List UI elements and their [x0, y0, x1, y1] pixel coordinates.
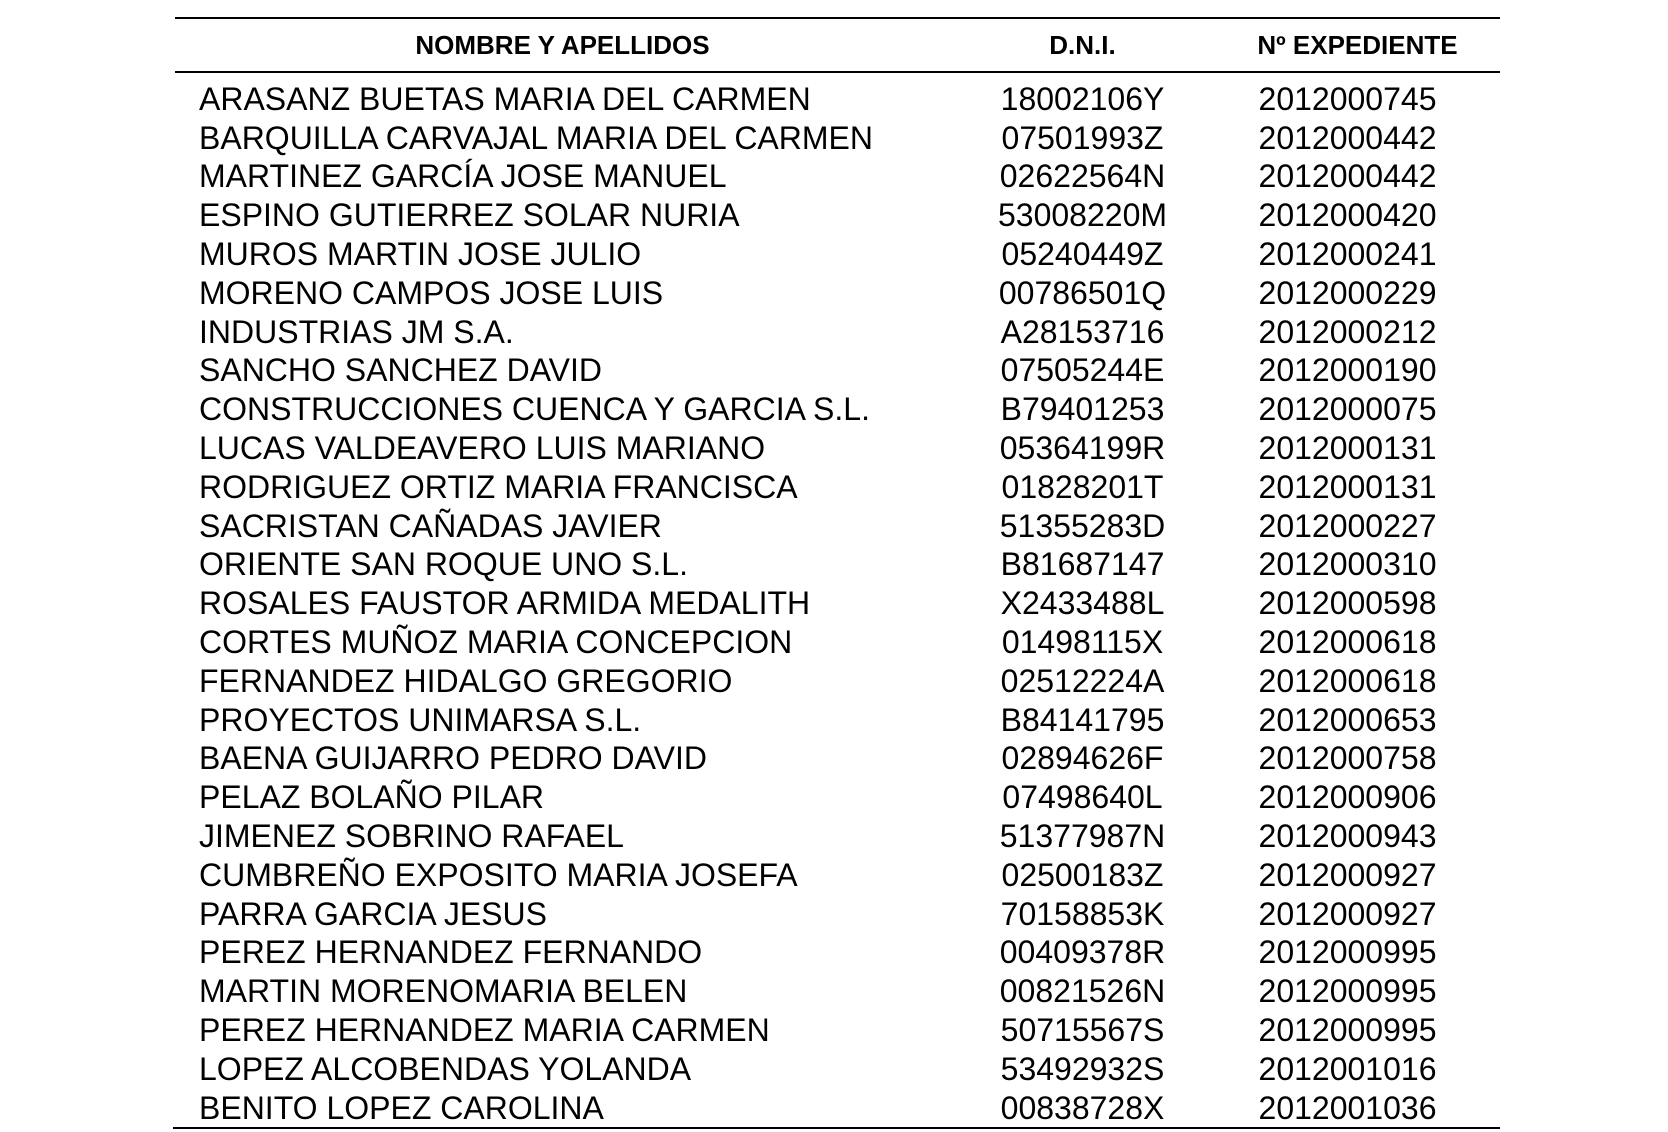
table-row — [175, 1050, 1500, 1089]
cell-expediente: 2012000131 — [1258, 430, 1437, 467]
cell-dni: A28153716 — [1000, 313, 1165, 350]
cell-dni: 02894626F — [1001, 740, 1164, 777]
cell-name: ARASANZ BUETAS MARIA DEL CARMEN — [199, 80, 811, 117]
table-row — [175, 80, 1500, 119]
cell-dni: B84141795 — [1000, 701, 1165, 738]
table-row — [175, 1089, 1500, 1128]
cell-name: MUROS MARTIN JOSE JULIO — [199, 236, 642, 273]
cell-dni: 07501993Z — [1001, 119, 1164, 156]
cell-dni: 02622564N — [999, 158, 1166, 195]
cell-expediente: 2012000653 — [1258, 701, 1437, 738]
cell-name: MARTIN MORENOMARIA BELEN — [199, 973, 688, 1010]
cell-expediente: 2012000212 — [1258, 313, 1437, 350]
cell-expediente: 2012000906 — [1258, 779, 1437, 816]
table-row — [175, 778, 1500, 817]
cell-name: RODRIGUEZ ORTIZ MARIA FRANCISCA — [199, 468, 798, 505]
cell-dni: 18002106Y — [1000, 80, 1165, 117]
cell-name: MORENO CAMPOS JOSE LUIS — [199, 274, 664, 311]
cell-dni: X2433488L — [1000, 585, 1165, 622]
cell-name: JIMENEZ SOBRINO RAFAEL — [199, 818, 624, 855]
cell-expediente: 2012000131 — [1258, 468, 1437, 505]
table-row — [175, 934, 1500, 973]
table-row — [175, 546, 1500, 585]
cell-dni: 05240449Z — [1001, 236, 1164, 273]
table-row — [175, 895, 1500, 934]
cell-dni: 02512224A — [1000, 662, 1165, 699]
table-row — [175, 1011, 1500, 1050]
cell-name: SANCHO SANCHEZ DAVID — [199, 352, 603, 389]
cell-name: PROYECTOS UNIMARSA S.L. — [199, 701, 642, 738]
cell-name: FERNANDEZ HIDALGO GREGORIO — [199, 662, 733, 699]
cell-expediente: 2012000618 — [1258, 624, 1437, 661]
cell-dni: 01498115X — [1001, 624, 1164, 661]
cell-name: BARQUILLA CARVAJAL MARIA DEL CARMEN — [199, 119, 873, 156]
cell-expediente: 2012000995 — [1258, 973, 1437, 1010]
table-row — [175, 158, 1500, 197]
cell-expediente: 2012000420 — [1258, 197, 1437, 234]
cell-name: LOPEZ ALCOBENDAS YOLANDA — [199, 1050, 692, 1087]
cell-expediente: 2012000995 — [1258, 1012, 1437, 1049]
cell-expediente: 2012000927 — [1258, 895, 1437, 932]
table-row — [175, 468, 1500, 507]
cell-expediente: 2012000442 — [1258, 158, 1437, 195]
cell-name: CUMBREÑO EXPOSITO MARIA JOSEFA — [199, 856, 798, 893]
cell-dni: 00786501Q — [998, 274, 1167, 311]
cell-name: PEREZ HERNANDEZ MARIA CARMEN — [199, 1012, 770, 1049]
table-row — [175, 507, 1500, 546]
cell-expediente: 2012000241 — [1258, 236, 1437, 273]
table-row — [175, 429, 1500, 468]
bottom-rule — [173, 1127, 1500, 1129]
cell-expediente: 2012000943 — [1258, 818, 1437, 855]
cell-dni: 00838728X — [1000, 1089, 1165, 1126]
table-row — [175, 856, 1500, 895]
table-row — [175, 740, 1500, 779]
cell-expediente: 2012000995 — [1258, 934, 1437, 971]
cell-expediente: 2012000310 — [1258, 546, 1437, 583]
cell-name: PARRA GARCIA JESUS — [199, 895, 547, 932]
cell-dni: 51355283D — [999, 507, 1166, 544]
table-row — [175, 196, 1500, 235]
table-header — [175, 19, 1500, 71]
cell-name: MARTINEZ GARCÍA JOSE MANUEL — [199, 158, 727, 195]
cell-name: BENITO LOPEZ CAROLINA — [199, 1089, 604, 1126]
table-row — [175, 274, 1500, 313]
cell-name: PEREZ HERNANDEZ FERNANDO — [199, 934, 703, 971]
cell-expediente: 2012000075 — [1258, 391, 1437, 428]
table-body — [175, 73, 1500, 1126]
cell-expediente: 2012000229 — [1258, 274, 1437, 311]
cell-dni: 50715567S — [1000, 1012, 1165, 1049]
table-row — [175, 313, 1500, 352]
cell-dni: 70158853K — [1000, 895, 1165, 932]
cell-name: SACRISTAN CAÑADAS JAVIER — [199, 507, 662, 544]
cell-name: CORTES MUÑOZ MARIA CONCEPCION — [199, 624, 793, 661]
cell-name: INDUSTRIAS JM S.A. — [199, 313, 514, 350]
cell-name: BAENA GUIJARRO PEDRO DAVID — [199, 740, 707, 777]
cell-dni: 00409378R — [999, 934, 1166, 971]
cell-dni: 00821526N — [999, 973, 1166, 1010]
records-table — [175, 17, 1500, 1126]
table-row — [175, 352, 1500, 391]
table-row — [175, 701, 1500, 740]
header-dni: D.N.I. — [1049, 29, 1116, 60]
cell-dni: B81687147 — [1000, 546, 1165, 583]
table-row — [175, 119, 1500, 158]
header-expediente: Nº EXPEDIENTE — [1257, 29, 1458, 60]
cell-expediente: 2012000745 — [1258, 80, 1437, 117]
cell-expediente: 2012000227 — [1258, 507, 1437, 544]
cell-expediente: 2012001016 — [1258, 1050, 1437, 1087]
table-row — [175, 390, 1500, 429]
table-row — [175, 235, 1500, 274]
cell-dni: 51377987N — [999, 818, 1166, 855]
cell-dni: 05364199R — [999, 430, 1166, 467]
table-row — [175, 662, 1500, 701]
cell-dni: 01828201T — [1001, 468, 1164, 505]
cell-expediente: 2012001036 — [1258, 1089, 1437, 1126]
cell-expediente: 2012000758 — [1258, 740, 1437, 777]
cell-dni: 07498640L — [1002, 779, 1163, 816]
cell-dni: 53492932S — [1000, 1050, 1165, 1087]
table-row — [175, 584, 1500, 623]
table-row — [175, 972, 1500, 1011]
table-row — [175, 623, 1500, 662]
cell-name: LUCAS VALDEAVERO LUIS MARIANO — [199, 430, 766, 467]
cell-name: ROSALES FAUSTOR ARMIDA MEDALITH — [199, 585, 811, 622]
cell-dni: B79401253 — [1000, 391, 1165, 428]
table-row — [175, 817, 1500, 856]
cell-dni: 53008220M — [997, 197, 1168, 234]
cell-name: ORIENTE SAN ROQUE UNO S.L. — [199, 546, 688, 583]
header-name: NOMBRE Y APELLIDOS — [415, 29, 710, 60]
cell-dni: 07505244E — [1000, 352, 1165, 389]
cell-dni: 02500183Z — [1001, 856, 1164, 893]
cell-name: CONSTRUCCIONES CUENCA Y GARCIA S.L. — [199, 391, 870, 428]
cell-expediente: 2012000927 — [1258, 856, 1437, 893]
cell-expediente: 2012000598 — [1258, 585, 1437, 622]
cell-expediente: 2012000442 — [1258, 119, 1437, 156]
cell-expediente: 2012000618 — [1258, 662, 1437, 699]
cell-name: PELAZ BOLAÑO PILAR — [199, 779, 545, 816]
cell-name: ESPINO GUTIERREZ SOLAR NURIA — [199, 197, 740, 234]
cell-expediente: 2012000190 — [1258, 352, 1437, 389]
